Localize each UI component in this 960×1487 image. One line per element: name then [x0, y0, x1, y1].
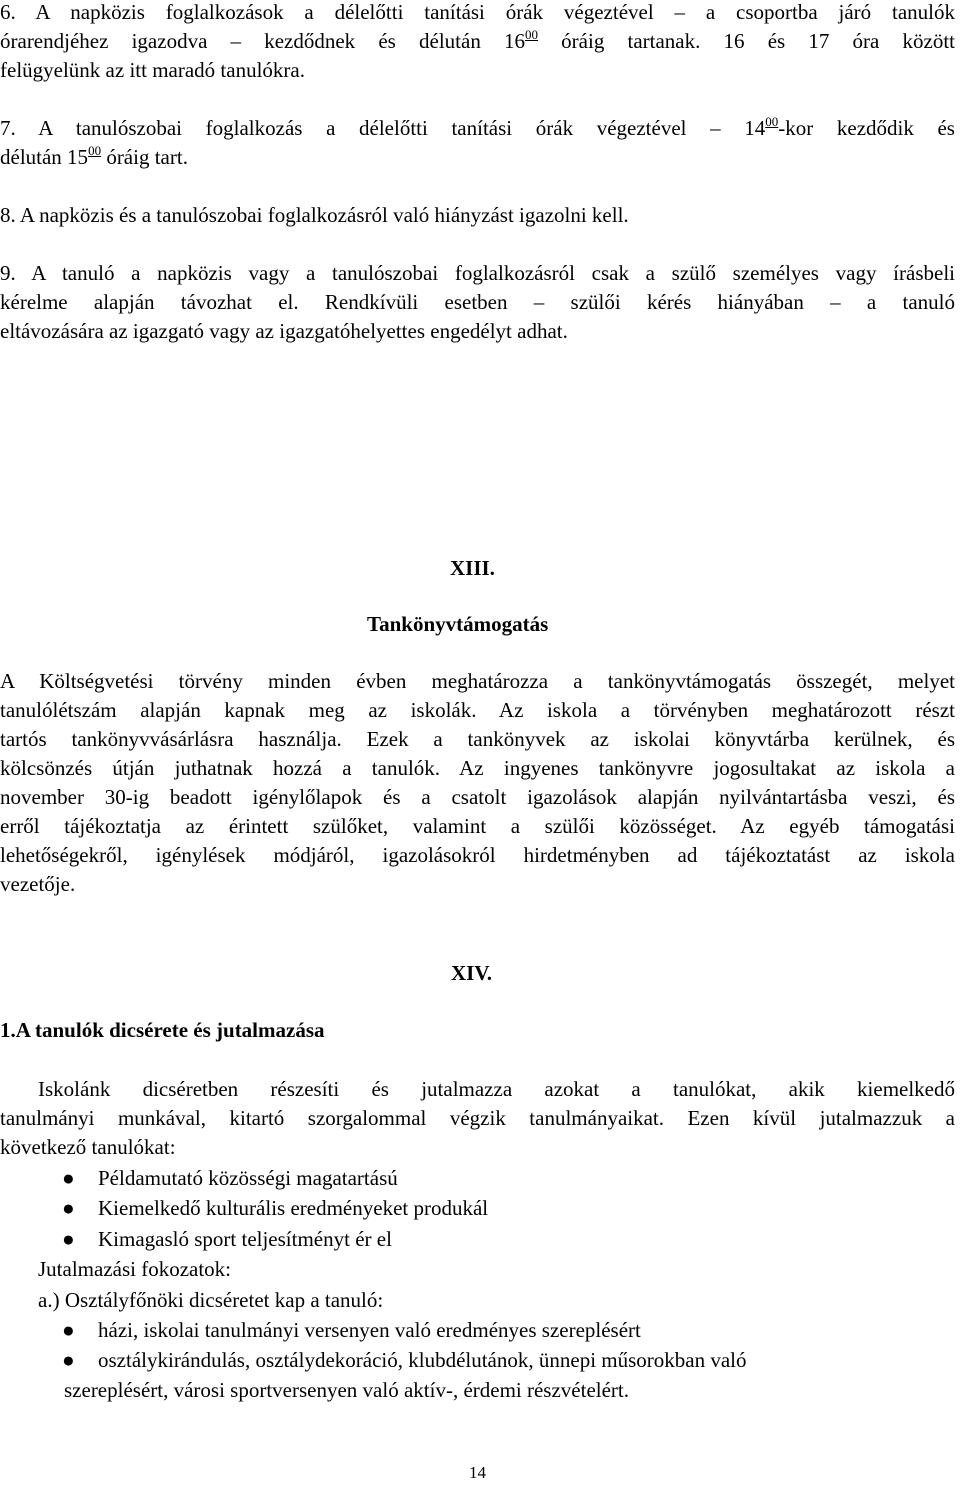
bullet-icon: ● [62, 1196, 75, 1220]
rule-7-line-2: délután $15^{00}$ óráig tart. [0, 143, 188, 169]
page-number: 14 [469, 1463, 486, 1482]
section-14-intro-line: következő tanulókat: [0, 1135, 176, 1159]
rule-6 [0, 0, 955, 85]
level-a: a.) Osztályfőnöki dicséretet kap a tanuló: [38, 1288, 384, 1312]
bullet-icon: ● [62, 1348, 75, 1372]
list-item: Kiemelkedő kulturális eredményeket produkál [98, 1196, 489, 1220]
rule-8 [0, 201, 955, 230]
rule-9 [0, 259, 955, 346]
rule-9-line-1: 9. A tanuló a napközis vagy a tanulószobai foglalkozásról csak a szülő személyes vagy írásbeli [0, 261, 955, 285]
section-14-number: XIV. [451, 961, 493, 985]
rule-6-line-1: 6. A napközis foglalkozások a délelőtti tanítási órák végeztével – a csoportba járó tanulók [0, 0, 955, 24]
section-13-line: lehetőségekről, igénylések módjáról, igazolásokról hirdetményben ad tájékoztatást az iskola [0, 843, 955, 867]
section-14-intro-line: Iskolánk dicséretben részesíti és jutalmazza azokat a tanulókat, akik kiemelkedő [38, 1077, 955, 1101]
section-13-number: XIII. [450, 556, 495, 580]
rule-6-line-3: felügyelünk az itt maradó tanulókra. [0, 58, 305, 82]
rule-7 [0, 114, 955, 172]
section-13-line: kölcsönzés útján juthatnak hozzá a tanulók. Az ingyenes tankönyvre jogosultakat az iskola a [0, 756, 955, 780]
rule-9-line-3: eltávozására az igazgató vagy az igazgatóhelyettes engedélyt adhat. [0, 319, 568, 343]
bullet-icon: ● [62, 1318, 75, 1342]
rule-7-line-1: 7. A tanulószobai foglalkozás a délelőtti tanítási órák végeztével – $14^{00}$-kor kezdődik és [0, 114, 955, 140]
rule-8-line-1: 8. A napközis és a tanulószobai foglalkozásról való hiányzást igazolni kell. [0, 203, 629, 227]
list-item: osztálykirándulás, osztálydekoráció, klubdélutánok, ünnepi műsorokban való [98, 1348, 747, 1372]
list-item: Példamutató közösségi magatartású [98, 1166, 398, 1190]
bullet-icon: ● [62, 1227, 75, 1251]
section-13-line: tanulólétszám alapján kapnak meg az iskolák. Az iskola a törvényben meghatározott részt [0, 698, 955, 722]
list-item: házi, iskolai tanulmányi versenyen való eredményes szereplésért [98, 1318, 641, 1342]
section-14-intro [0, 1075, 955, 1162]
list-item-continuation: szereplésért, városi sportversenyen való aktív-, érdemi részvételért. [64, 1378, 630, 1402]
section-13-line: erről tájékoztatja az érintett szülőket, valamint a szülői közösséget. Az egyéb támogatási [0, 814, 955, 838]
section-13-line: vezetője. [0, 872, 76, 896]
section-13-line: november 30-ig beadott igénylőlapok és a csatolt igazolások alapján nyilvántartásba veszi, és [0, 785, 955, 809]
bullet-icon: ● [62, 1166, 75, 1190]
section-14-intro-line: tanulmányi munkával, kitartó szorgalommal végzik tanulmányaikat. Ezen kívül jutalmazzuk a [0, 1106, 955, 1130]
rule-6-line-2: órarendjéhez igazodva – kezdődnek és délután $16^{00}$ óráig tartanak. 16 és 17 óra között [0, 27, 955, 53]
rule-9-line-2: kérelme alapján távozhat el. Rendkívüli esetben – szülői kérés hiányában – a tanuló [0, 290, 955, 314]
section-13-paragraph [0, 667, 955, 899]
section-14-subtitle: 1.A tanulók dicsérete és jutalmazása [0, 1018, 325, 1042]
list-item: Kimagasló sport teljesítményt ér el [98, 1227, 392, 1251]
section-13-title: Tankönyvtámogatás [367, 612, 549, 636]
section-13-line: tartós tankönyvvásárlásra használja. Ezek a tankönyvek az iskolai könyvtárba kerülnek, és [0, 727, 955, 751]
section-13-line: A Költségvetési törvény minden évben meghatározza a tankönyvtámogatás összegét, melyet [0, 669, 955, 693]
levels-label: Jutalmazási fokozatok: [38, 1257, 232, 1281]
